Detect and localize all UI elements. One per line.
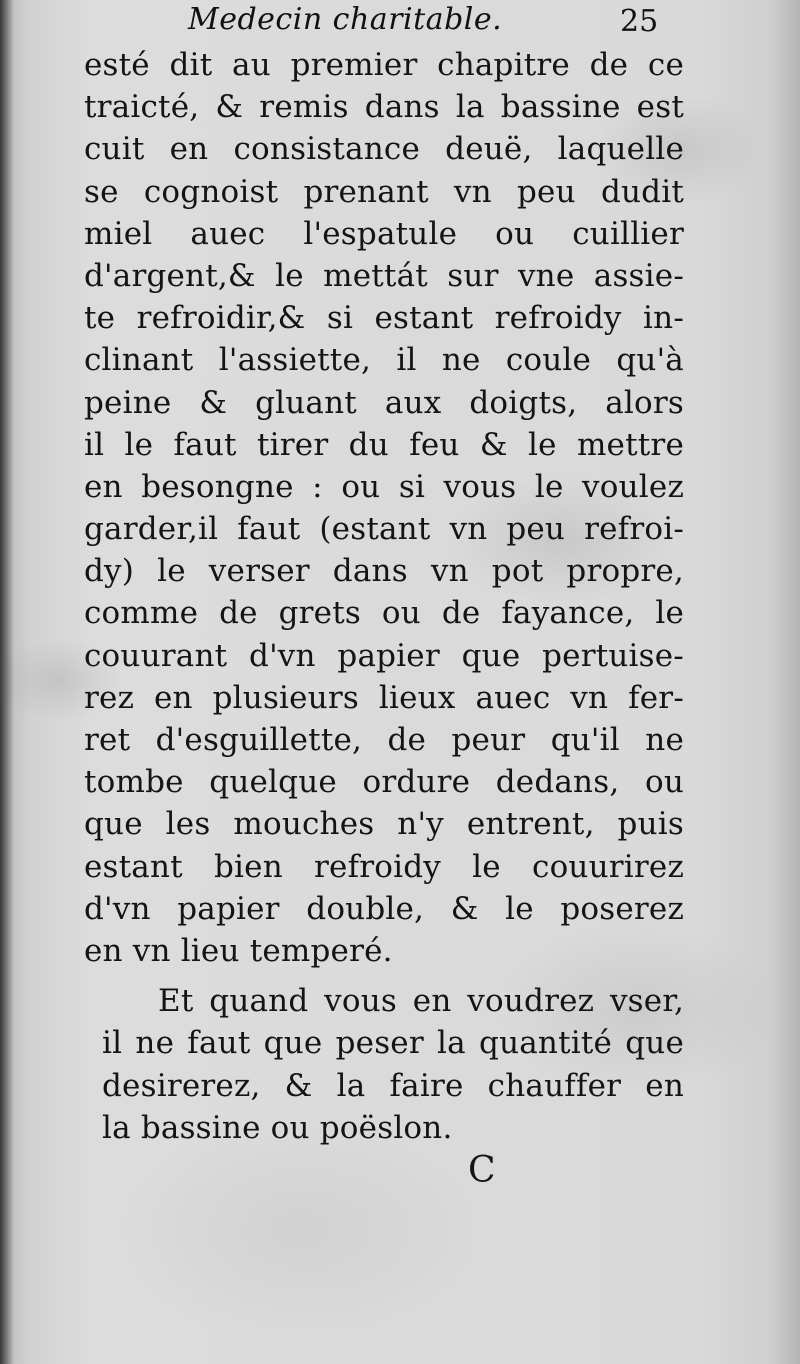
text-line: rez en plusieurs lieux auec vn fer-	[84, 679, 684, 716]
page-header	[150, 2, 670, 42]
text-line: te refroidir,& si estant refroidy in-	[84, 300, 684, 337]
text-line: il ne faut que peser la quantité que	[102, 1025, 684, 1062]
text-line: en besongne : ou si vous le voulez	[84, 468, 684, 505]
text-line: esté dit au premier chapitre de ce	[84, 47, 684, 83]
text-line: clinant l'assiette, il ne coule qu'à	[84, 342, 684, 379]
text-line: estant bien refroidy le couurirez	[84, 848, 684, 885]
signature-mark: C	[468, 1150, 496, 1191]
text-line: comme de grets ou de fayance, le	[84, 595, 684, 632]
text-line: d'argent,& le mettát sur vne assie-	[84, 257, 684, 294]
text-line: en vn lieu temperé.	[84, 932, 393, 969]
text-line: tombe quelque ordure dedans, ou	[84, 764, 684, 801]
text-line: desirerez, & la faire chauffer en	[102, 1067, 684, 1104]
text-line: miel auec l'espatule ou cuillier	[84, 215, 684, 252]
text-line: cuit en consistance deuë, laquelle	[84, 131, 684, 168]
page-number: 25	[620, 4, 659, 39]
paragraph-2	[84, 980, 684, 1149]
text-line: peine & gluant aux doigts, alors	[84, 384, 684, 421]
running-head: Medecin charitable.	[188, 2, 503, 37]
text-line: la bassine ou poëslon.	[102, 1109, 453, 1146]
text-line: se cognoist prenant vn peu dudit	[84, 173, 684, 210]
text-line: garder,il faut (estant vn peu refroi-	[84, 511, 684, 548]
paragraph-1	[84, 44, 684, 972]
text-line: il le faut tirer du feu & le mettre	[84, 426, 684, 463]
text-line: ret d'esguillette, de peur qu'il ne	[84, 722, 684, 758]
text-line: d'vn papier double, & le poserez	[84, 890, 684, 927]
text-line: traicté, & remis dans la bassine est	[84, 89, 684, 126]
body-text	[84, 44, 684, 1149]
text-line: dy) le verser dans vn pot propre,	[84, 553, 684, 590]
page-gutter-shadow	[0, 0, 14, 1364]
text-line: que les mouches n'y entrent, puis	[84, 806, 684, 843]
text-line: Et quand vous en voudrez vser,	[158, 983, 684, 1020]
text-line: couurant d'vn papier que pertuise-	[84, 637, 684, 674]
